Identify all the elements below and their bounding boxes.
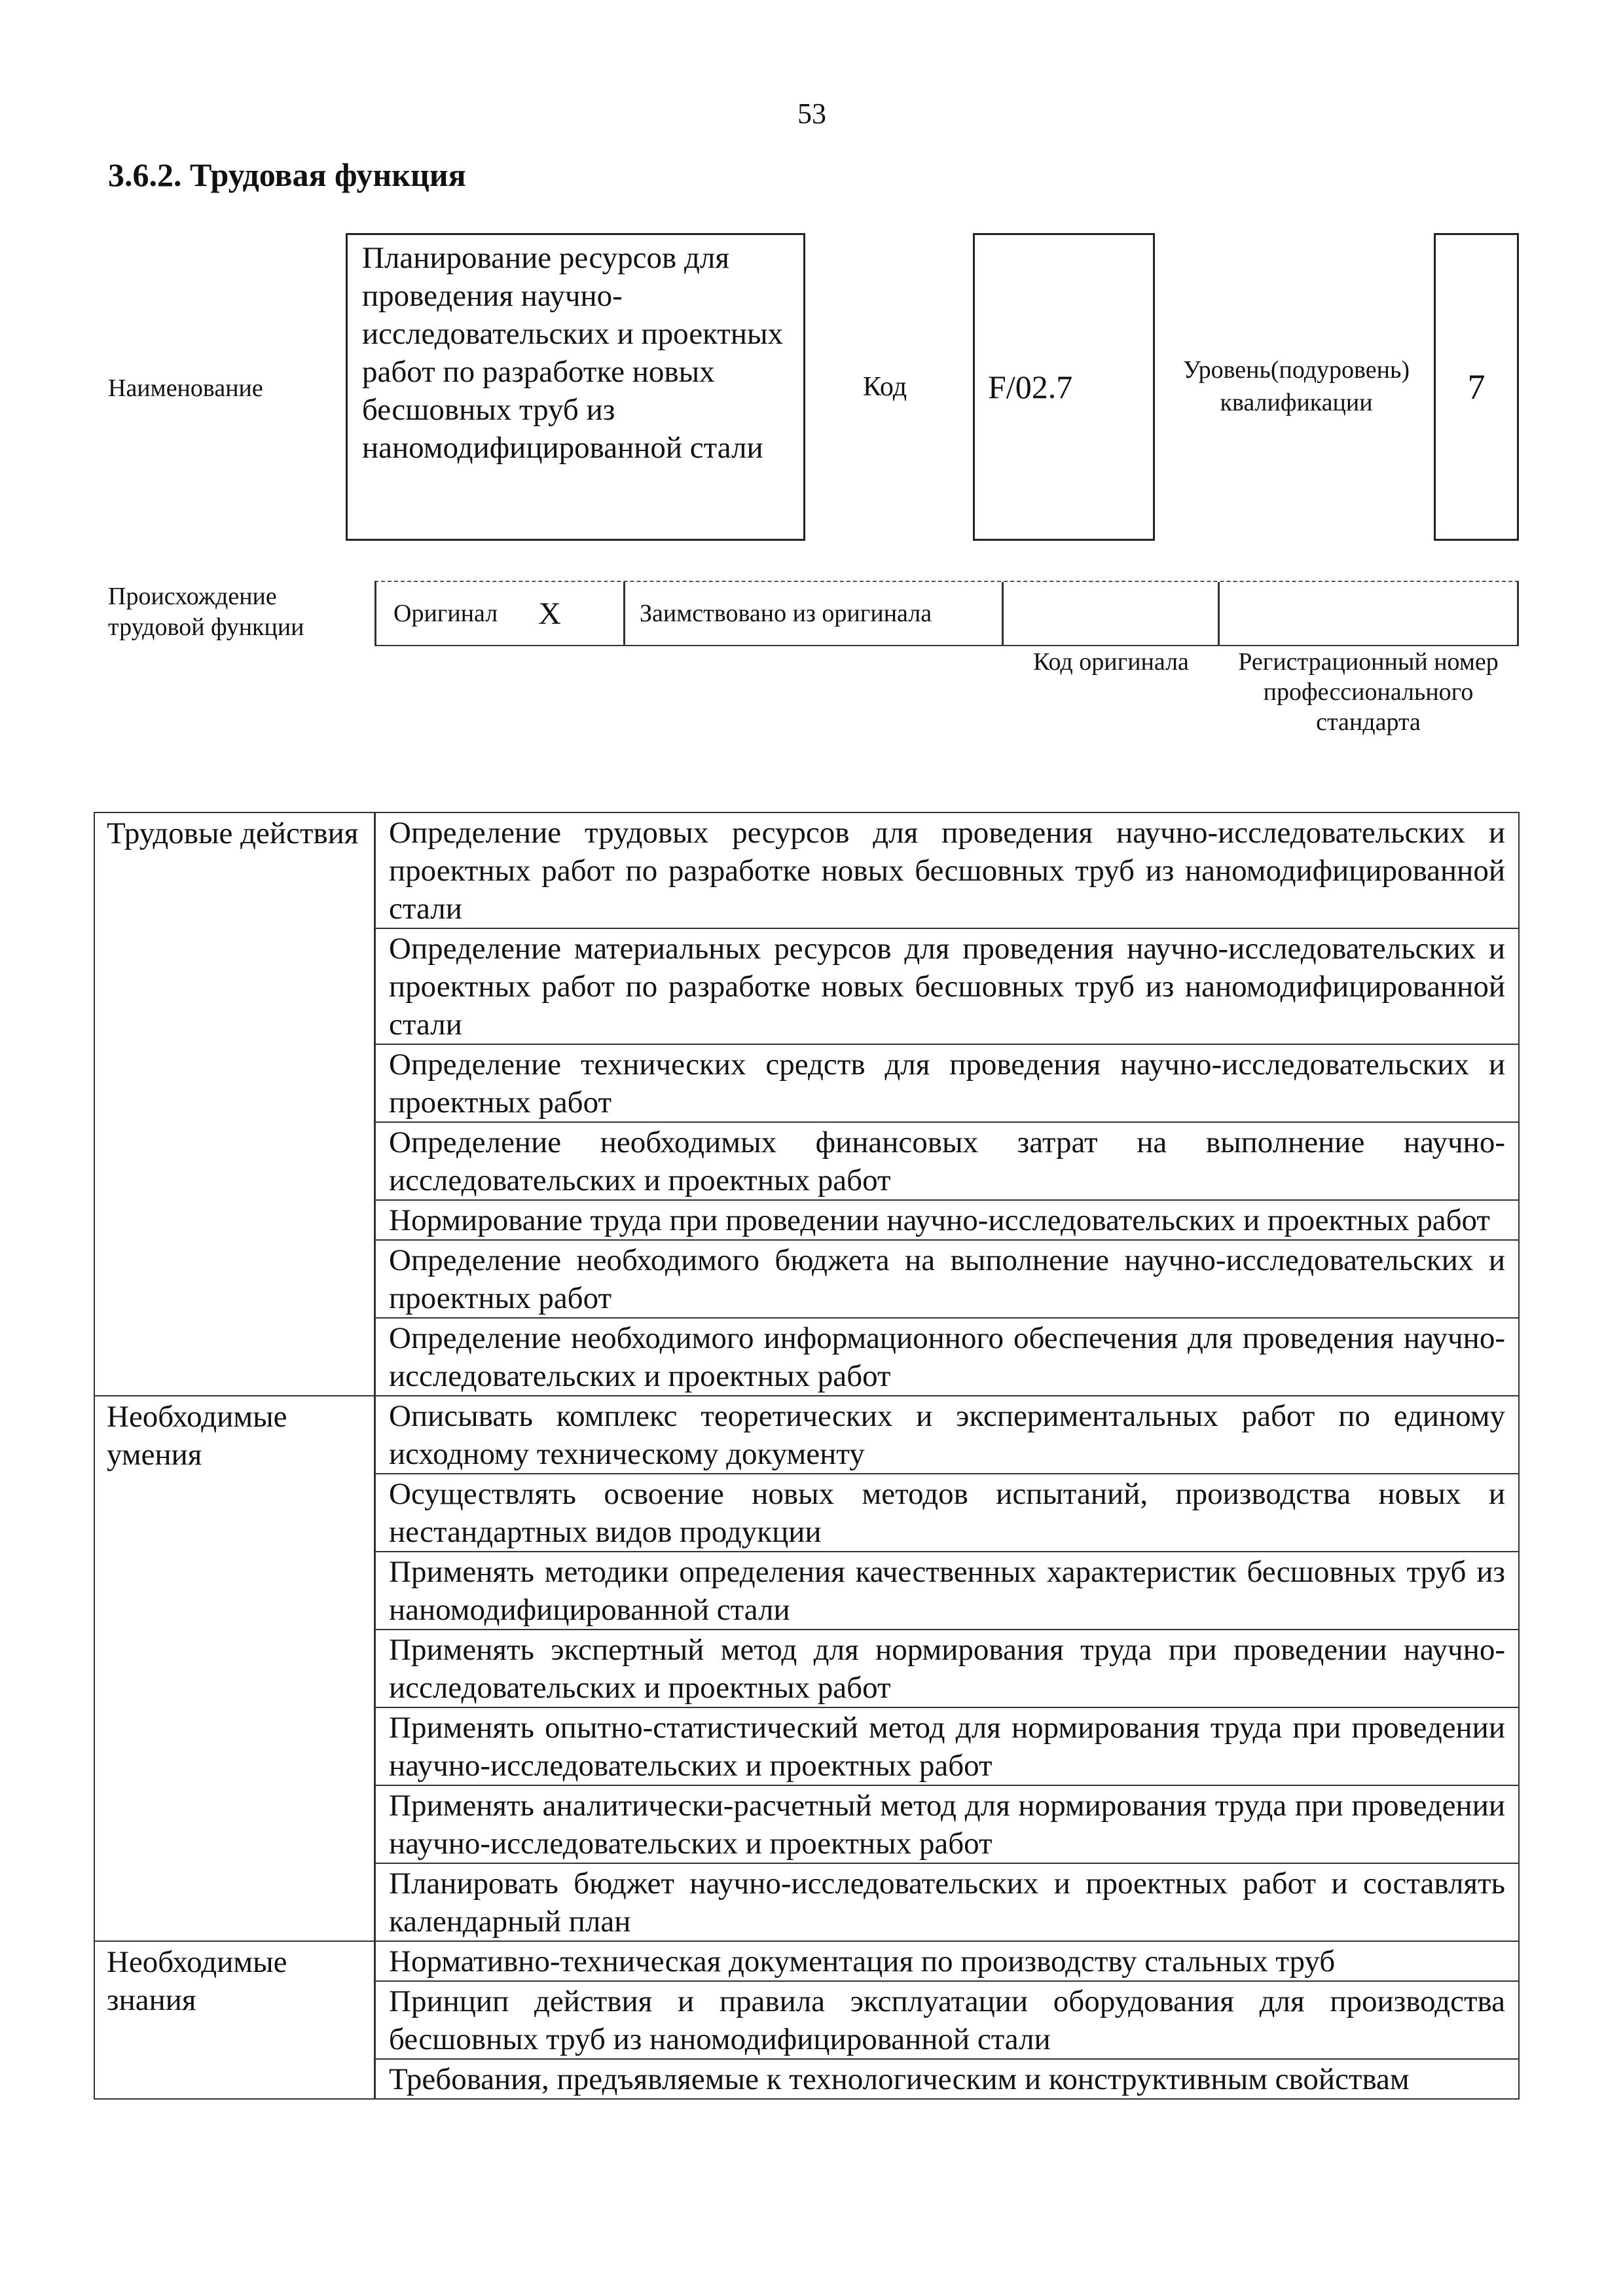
table-cell: Осуществлять освоение новых методов испытаний, производства новых и нестандартных видов продукции [375, 1474, 1520, 1552]
table-cell: Планировать бюджет научно-исследовательских и проектных работ и составлять календарный план [375, 1863, 1520, 1941]
table-row [94, 1941, 1519, 1981]
original-label: Оригинал [393, 600, 498, 627]
table-cell: Применять методики определения качественных характеристик бесшовных труб из наномодифицированной стали [375, 1552, 1520, 1630]
table-cell: Определение необходимых финансовых затрат на выполнение научно-исследовательских и проектных работ [375, 1122, 1520, 1200]
table-cell: Применять экспертный метод для нормирования труда при проведении научно-исследовательских и проектных работ [375, 1630, 1520, 1707]
table-cell: Определение необходимого бюджета на выполнение научно-исследовательских и проектных работ [375, 1240, 1520, 1318]
original-mark: X [538, 596, 561, 631]
table-cell: Определение необходимого информационного обеспечения для проведения научно-исследовательских и проектных работ [375, 1318, 1520, 1396]
page-number: 53 [797, 98, 826, 130]
reg-number-caption: Регистрационный номер профессионального стандарта [1238, 648, 1499, 736]
code-label: Код [863, 372, 907, 402]
function-table [94, 812, 1520, 2100]
origin-borrowed-cell [625, 582, 1004, 645]
origin-row [374, 581, 1519, 646]
qualification-level-label: Уровень(подуровень) квалификации [1183, 356, 1410, 416]
category-required-skills: Необходимые умения [94, 1396, 375, 1941]
table-row [94, 1396, 1519, 1474]
table-cell: Требования, предъявляемые к технологическим и конструктивным свойствам [375, 2059, 1520, 2099]
code-value-box: F/02.7 [973, 233, 1155, 541]
reg-number-cell [1220, 582, 1517, 645]
original-code-cell [1004, 582, 1220, 645]
section-heading: 3.6.2. Трудовая функция [108, 156, 466, 193]
table-cell: Определение материальных ресурсов для проведения научно-исследовательских и проектных работ по разработке новых бесшовных труб из наномодифицированной стали [375, 928, 1520, 1044]
table-row [94, 812, 1519, 928]
table-cell: Определение трудовых ресурсов для проведения научно-исследовательских и проектных работ по разработке новых бесшовных труб из наномодифицированной стали [375, 812, 1520, 928]
category-required-knowledge: Необходимые знания [94, 1941, 375, 2099]
origin-label: Происхождение трудовой функции [108, 583, 304, 641]
table-cell: Описывать комплекс теоретических и экспериментальных работ по единому исходному техническому документу [375, 1396, 1520, 1474]
table-cell: Определение технических средств для проведения научно-исследовательских и проектных работ [375, 1044, 1520, 1122]
table-cell: Нормативно-техническая документация по производству стальных труб [375, 1941, 1520, 1981]
category-labor-actions: Трудовые действия [94, 812, 375, 1396]
origin-original-cell [376, 582, 625, 645]
table-cell: Принцип действия и правила эксплуатации оборудования для производства бесшовных труб из наномодифицированной стали [375, 1981, 1520, 2059]
qualification-level-box: 7 [1434, 233, 1519, 541]
original-code-caption: Код оригинала [1033, 648, 1189, 676]
table-cell: Применять опытно-статистический метод для нормирования труда при проведении научно-исследовательских и проектных работ [375, 1707, 1520, 1785]
table-cell: Применять аналитически-расчетный метод для нормирования труда при проведении научно-исследовательских и проектных работ [375, 1785, 1520, 1863]
name-label: Наименование [108, 374, 263, 402]
borrowed-label: Заимствовано из оригинала [640, 600, 932, 627]
table-cell: Нормирование труда при проведении научно-исследовательских и проектных работ [375, 1200, 1520, 1240]
function-name-box: Планирование ресурсов для проведения научно-исследовательских и проектных работ по разработке новых бесшовных труб из наномодифицированной стали [346, 233, 805, 541]
